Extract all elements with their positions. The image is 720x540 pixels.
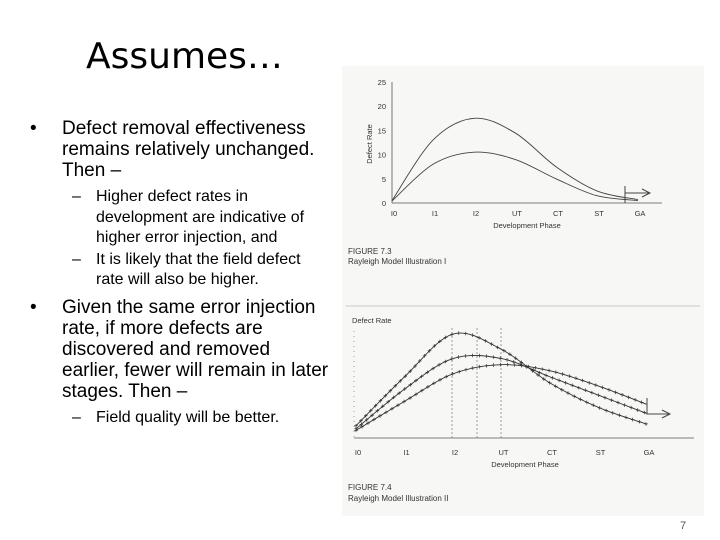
top-x-tick-label: GA <box>634 209 646 218</box>
bottom-series-marker <box>544 374 548 378</box>
bottom-series-marker <box>512 360 516 364</box>
dash-marker: – <box>72 408 81 426</box>
bottom-series-marker <box>557 379 561 383</box>
bottom-series-marker <box>574 376 578 380</box>
bottom-series-marker <box>534 366 538 370</box>
bottom-series-line-1 <box>356 333 647 426</box>
bottom-series-marker <box>457 370 461 374</box>
bullet-list <box>30 118 330 429</box>
bottom-series-marker <box>478 354 482 358</box>
bottom-series-marker <box>579 398 583 402</box>
bottom-series-marker <box>554 370 558 374</box>
bottom-series-marker <box>597 393 601 397</box>
sub-bullet-1-1 <box>30 187 330 249</box>
bottom-series-marker <box>498 357 502 361</box>
top-caption-number: FIGURE 7.3 <box>348 247 392 256</box>
top-x-tick-label: I0 <box>390 209 398 218</box>
top-y-ticks <box>378 78 386 208</box>
bottom-series-marker <box>624 416 628 420</box>
bottom-series-marker <box>485 364 489 368</box>
top-x-tick-label: CT <box>553 209 563 218</box>
sub-bullet-2-1-text: Field quality will be better. <box>96 408 280 426</box>
bottom-series-marker <box>499 363 503 367</box>
bottom-series-marker <box>620 393 624 397</box>
bottom-series-marker <box>636 408 640 412</box>
bottom-caption-title: Rayleigh Model Illustration II <box>348 494 449 503</box>
top-xlabel: Development Phase <box>493 221 561 230</box>
bottom-series-marker <box>568 374 572 378</box>
dash-marker: – <box>72 250 81 268</box>
bottom-series-marker <box>471 333 475 337</box>
bottom-series-marker <box>638 420 642 424</box>
top-series <box>392 118 638 201</box>
bottom-series-marker <box>642 411 646 415</box>
top-x-tick-label: I2 <box>472 209 480 218</box>
bottom-xlabel: Development Phase <box>491 460 559 469</box>
bottom-x-tick-label: UT <box>498 448 509 457</box>
bottom-series-marker <box>627 395 631 399</box>
bottom-caption-number: FIGURE 7.4 <box>348 483 392 492</box>
top-x-tick-label: ST <box>594 209 604 218</box>
bottom-series-marker <box>506 363 510 367</box>
bottom-series-marker <box>492 363 496 367</box>
bottom-series-marker <box>471 366 475 370</box>
bottom-x-tick-label: ST <box>595 448 606 457</box>
bottom-series-marker <box>616 401 620 405</box>
bottom-series-marker <box>585 401 589 405</box>
bottom-series-line-2 <box>356 355 647 428</box>
top-caption-title: Rayleigh Model Illustration I <box>348 257 447 266</box>
bottom-series-marker <box>444 375 448 379</box>
bottom-series-marker <box>601 386 605 390</box>
bottom-arrow-shaft <box>647 398 670 414</box>
slide-title: Assumes… <box>86 36 283 77</box>
bottom-series-marker <box>450 357 454 361</box>
bottom-series-marker <box>547 369 551 373</box>
bottom-series-marker <box>566 391 570 395</box>
bottom-series-marker <box>614 390 618 394</box>
bottom-series-marker <box>484 339 488 343</box>
bottom-series-marker <box>644 422 648 426</box>
bottom-series-marker <box>598 406 602 410</box>
sub-bullet-1-2 <box>30 250 330 291</box>
sub-bullet-2-1 <box>30 408 330 429</box>
bottom-series-marker <box>629 406 633 410</box>
bottom-series-marker <box>572 394 576 398</box>
bottom-series-marker <box>457 355 461 359</box>
sub-bullet-1-2-text: It is likely that the field defect rate will also be higher. <box>96 250 301 288</box>
top-y-tick-label: 20 <box>377 102 386 112</box>
bottom-x-tick-label: CT <box>547 448 557 457</box>
bottom-series-marker <box>587 381 591 385</box>
bottom-series-marker <box>570 383 574 387</box>
bottom-series-marker <box>551 376 555 380</box>
top-y-tick-label: 25 <box>377 78 386 87</box>
bottom-series-marker <box>464 368 468 372</box>
bottom-series-marker <box>496 346 500 350</box>
bottom-series-marker <box>554 385 558 389</box>
top-y-tick-label: 5 <box>381 174 386 184</box>
bottom-series-marker <box>464 354 468 358</box>
bottom-series-marker <box>604 409 608 413</box>
bottom-series-marker <box>464 332 468 336</box>
top-x-tick-label: I1 <box>431 209 439 218</box>
bullet-2 <box>30 297 330 402</box>
bottom-series-marker <box>640 401 644 405</box>
top-chart <box>365 78 662 230</box>
bottom-series-marker <box>584 388 588 392</box>
bottom-series-marker <box>561 372 565 376</box>
bottom-x-tick-label: GA <box>643 448 655 457</box>
bottom-x-tick-label: I0 <box>354 448 362 457</box>
bottom-series-marker <box>505 358 509 362</box>
bottom-series-marker <box>633 398 637 402</box>
top-y-tick-label: 10 <box>377 150 386 160</box>
top-y-tick-label: 0 <box>381 199 386 208</box>
bottom-series-marker <box>513 363 517 367</box>
top-ylabel: Defect Rate <box>365 124 374 164</box>
bullet-2-text: Given the same error injection rate, if more defects are discovered and removed earlier, fewer will remain in later stages. Then – <box>62 296 329 402</box>
bottom-series-marker <box>577 386 581 390</box>
bottom-series-marker <box>490 342 494 346</box>
bullet-1 <box>30 118 330 181</box>
figure-svg <box>342 66 704 516</box>
bottom-ylabel: Defect Rate <box>352 316 392 325</box>
bottom-x-tick-label: I2 <box>451 448 459 457</box>
bottom-series-marker <box>590 391 594 395</box>
top-y-tick-label: 15 <box>377 126 386 136</box>
bottom-series-marker <box>610 398 614 402</box>
page-number: 7 <box>680 520 687 532</box>
sub-bullet-1-1-text: Higher defect rates in development are indicative of higher error injection, and <box>96 188 305 246</box>
top-x-ticks <box>391 209 646 218</box>
figure-image <box>342 66 704 516</box>
bottom-series-marker <box>485 354 489 358</box>
bottom-series-marker <box>450 333 454 337</box>
bottom-series-marker <box>607 388 611 392</box>
top-x-tick-label: UT <box>512 209 522 218</box>
bottom-series-marker <box>591 403 595 407</box>
bottom-series-marker <box>594 383 598 387</box>
bottom-series-marker <box>478 365 482 369</box>
bottom-series-marker <box>611 411 615 415</box>
bottom-x-tick-label: I1 <box>403 448 410 457</box>
bottom-chart <box>352 316 694 469</box>
bottom-series-marker <box>540 367 544 371</box>
bottom-series-marker <box>618 413 622 417</box>
bottom-series-marker <box>437 363 441 367</box>
bottom-series-marker <box>471 354 475 358</box>
bottom-series-marker <box>451 372 455 376</box>
top-series-line-2 <box>392 152 638 201</box>
bottom-series-marker <box>444 360 448 364</box>
bottom-series-marker <box>581 379 585 383</box>
bullet-1-text: Defect removal effectiveness remains relatively unchanged. Then – <box>62 118 315 181</box>
bottom-x-ticks <box>355 448 655 457</box>
bottom-series-marker <box>603 396 607 400</box>
bullet-dot: • <box>30 118 37 139</box>
bottom-series-marker <box>560 388 564 392</box>
dash-marker: – <box>72 188 81 205</box>
bottom-series-marker <box>623 403 627 407</box>
bottom-series-marker <box>492 355 496 359</box>
bullet-dot: • <box>30 296 37 318</box>
bottom-series-marker <box>564 381 568 385</box>
bottom-series-marker <box>631 418 635 422</box>
bottom-series-marker <box>457 331 461 335</box>
bottom-series-marker <box>477 336 481 340</box>
